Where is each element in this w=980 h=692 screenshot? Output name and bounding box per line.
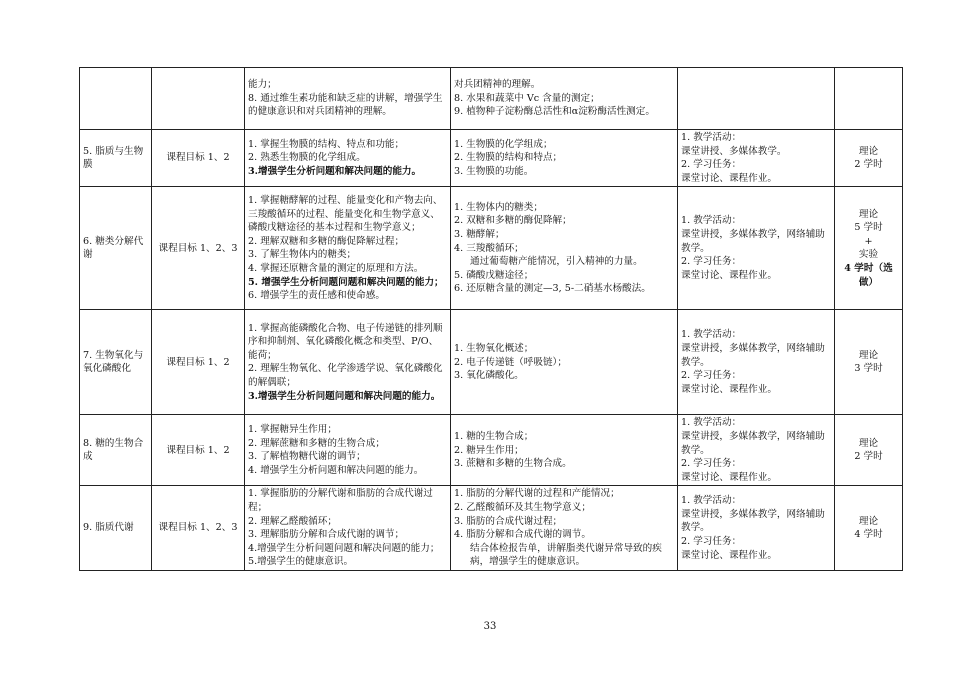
content-item: 1. 生物膜的化学组成； bbox=[454, 138, 553, 150]
course-goal: 课程目标 1、2、3 bbox=[158, 242, 238, 254]
table-row bbox=[80, 415, 903, 486]
chapter-title: 9. 脂质代谢 bbox=[83, 522, 134, 534]
method-item: 课堂讲授，多媒体教学，网络辅助教学。 bbox=[681, 228, 825, 254]
method-item: 1. 教学活动： bbox=[681, 329, 742, 341]
content-cell bbox=[451, 415, 678, 486]
hours-item: 理论 bbox=[858, 208, 879, 220]
requirement-item: 2. 理解乙醛酸循环； bbox=[248, 515, 337, 527]
requirement-item: 3.增强学生分析问题问题和解决问题的能力。 bbox=[248, 390, 441, 402]
requirements-cell bbox=[245, 310, 451, 415]
content-item: 6. 还原糖含量的测定—3, 5-二硝基水杨酸法。 bbox=[454, 283, 651, 295]
chapter-title: 6. 糖类分解代谢 bbox=[83, 235, 144, 261]
course-goal: 课程目标 1、2、3 bbox=[158, 522, 238, 534]
course-goal-cell bbox=[152, 187, 245, 310]
content-item: 3. 脂肪的合成代谢过程； bbox=[454, 515, 563, 527]
method-item: 2. 学习任务： bbox=[681, 535, 742, 547]
method-item: 1. 教学活动： bbox=[681, 495, 742, 507]
hours-item: 理论 bbox=[858, 515, 879, 527]
content-item: 2. 双糖和多糖的酶促降解； bbox=[454, 215, 572, 227]
chapter-title: 7. 生物氧化与氧化磷酸化 bbox=[83, 349, 144, 375]
content-cell bbox=[451, 68, 678, 130]
content-item: 4. 三羧酸循环； bbox=[454, 242, 524, 254]
requirements-cell bbox=[245, 415, 451, 486]
course-goal-cell bbox=[152, 68, 245, 130]
requirement-item: 4. 增强学生分析问题和解决问题的能力。 bbox=[248, 464, 424, 476]
course-goal: 课程目标 1、2 bbox=[166, 444, 230, 456]
method-item: 2. 学习任务： bbox=[681, 159, 742, 171]
table-row bbox=[80, 130, 903, 187]
content-item: 2. 电子传递链（呼吸链）； bbox=[454, 356, 567, 368]
requirement-item: 2. 熟悉生物膜的化学组成。 bbox=[248, 152, 366, 164]
course-goal-cell bbox=[152, 486, 245, 571]
content-cell bbox=[451, 486, 678, 571]
requirement-item: 5. 增强学生分析问题问题和解决问题的能力； bbox=[248, 276, 444, 288]
requirement-item: 能力； bbox=[248, 79, 277, 91]
hours-item: 理论 bbox=[858, 349, 879, 361]
method-item: 1. 教学活动： bbox=[681, 215, 742, 227]
course-goal-cell bbox=[152, 130, 245, 187]
requirement-item: 6. 增强学生的责任感和使命感。 bbox=[248, 290, 385, 302]
hours-item: 4 学时（选做） bbox=[844, 262, 893, 288]
hours-cell bbox=[835, 130, 903, 187]
requirement-item: 3. 了解植物糖代谢的调节； bbox=[248, 451, 366, 463]
chapter-cell bbox=[80, 486, 152, 571]
hours-item: 理论 bbox=[858, 145, 879, 157]
content-cell bbox=[451, 130, 678, 187]
requirements-cell bbox=[245, 486, 451, 571]
content-item: 对兵团精神的理解。 bbox=[454, 79, 541, 91]
methods-cell bbox=[678, 486, 835, 571]
requirement-item: 5.增强学生的健康意识。 bbox=[248, 556, 354, 568]
content-item: 9. 植物种子淀粉酶总活性和α淀粉酶活性测定。 bbox=[454, 106, 655, 118]
course-goal: 课程目标 1、2 bbox=[166, 152, 230, 164]
methods-cell bbox=[678, 310, 835, 415]
content-item: 3. 氧化磷酸化。 bbox=[454, 370, 524, 382]
chapter-cell bbox=[80, 415, 152, 486]
course-goal-cell bbox=[152, 310, 245, 415]
syllabus-table bbox=[79, 67, 903, 571]
requirement-item: 1. 掌握脂肪的分解代谢和脂肪的合成代谢过程； bbox=[248, 488, 433, 513]
hours-item: 3 学时 bbox=[854, 363, 883, 375]
content-item: 3. 生物膜的功能。 bbox=[454, 165, 534, 177]
content-item: 2. 生物膜的结构和特点； bbox=[454, 152, 563, 164]
content-item: 结合体检报告单，讲解脂类代谢异常导致的疾病，增强学生的健康意识。 bbox=[470, 542, 662, 568]
content-item: 1. 生物氧化概述； bbox=[454, 342, 534, 354]
requirement-item: 2. 理解双糖和多糖的酶促降解过程； bbox=[248, 235, 405, 247]
methods-cell bbox=[678, 187, 835, 310]
hours-cell bbox=[835, 310, 903, 415]
method-item: 2. 学习任务： bbox=[681, 370, 742, 382]
content-item: 通过葡萄糖产能情况，引入精神的力量。 bbox=[470, 256, 643, 268]
content-cell bbox=[451, 187, 678, 310]
table-row bbox=[80, 187, 903, 310]
table-row bbox=[80, 310, 903, 415]
hours-item: 5 学时 bbox=[854, 222, 883, 234]
methods-cell bbox=[678, 415, 835, 486]
requirement-item: 3.增强学生分析问题和解决问题的能力。 bbox=[248, 165, 422, 177]
method-item: 2. 学习任务： bbox=[681, 256, 742, 268]
content-item: 3. 蔗糖和多糖的生物合成。 bbox=[454, 458, 572, 470]
method-item: 课堂讲授，多媒体教学，网络辅助教学。 bbox=[681, 508, 825, 534]
table-row bbox=[80, 486, 903, 571]
method-item: 课堂讲授，多媒体教学，网络辅助教学。 bbox=[681, 430, 825, 456]
requirement-item: 1. 掌握糖异生作用； bbox=[248, 424, 337, 436]
hours-item: 实验 bbox=[858, 249, 879, 261]
chapter-title: 8. 糖的生物合成 bbox=[83, 437, 144, 463]
hours-item: 2 学时 bbox=[854, 451, 883, 463]
requirement-item: 1. 掌握生物膜的结构、特点和功能； bbox=[248, 138, 405, 150]
table-row bbox=[80, 68, 903, 130]
requirement-item: 3. 理解脂肪分解和合成代谢的调节； bbox=[248, 529, 405, 541]
requirements-cell bbox=[245, 68, 451, 130]
requirement-item: 8. 通过维生素功能和缺乏症的讲解，增强学生的健康意识和对兵团精神的理解。 bbox=[248, 92, 443, 118]
methods-cell bbox=[678, 130, 835, 187]
method-item: 课堂讨论、课程作业。 bbox=[681, 269, 777, 281]
requirement-item: 4. 掌握还原糖含量的测定的原理和方法。 bbox=[248, 262, 424, 274]
course-goal: 课程目标 1、2 bbox=[166, 356, 230, 368]
method-item: 1. 教学活动： bbox=[681, 132, 742, 143]
content-item: 4. 脂肪分解和合成代谢的调节。 bbox=[454, 529, 591, 541]
hours-cell bbox=[835, 187, 903, 310]
method-item: 2. 学习任务： bbox=[681, 458, 742, 470]
hours-item: 2 学时 bbox=[854, 159, 883, 171]
chapter-cell bbox=[80, 187, 152, 310]
chapter-cell bbox=[80, 310, 152, 415]
method-item: 1. 教学活动： bbox=[681, 417, 742, 429]
method-item: 课堂讨论、课程作业。 bbox=[681, 172, 777, 184]
page-number: 33 bbox=[483, 621, 497, 632]
hours-item: 理论 bbox=[858, 437, 879, 449]
content-item: 8. 水果和蔬菜中 Vc 含量的测定； bbox=[454, 92, 600, 104]
content-item: 5. 磷酸戊糖途径； bbox=[454, 269, 534, 281]
method-item: 课堂讲授、多媒体教学。 bbox=[681, 145, 787, 157]
hours-item: 4 学时 bbox=[854, 529, 883, 541]
chapter-cell bbox=[80, 68, 152, 130]
requirement-item: 2. 理解蔗糖和多糖的生物合成； bbox=[248, 437, 385, 449]
requirement-item: 3. 了解生物体内的糖类； bbox=[248, 249, 357, 261]
chapter-cell bbox=[80, 130, 152, 187]
content-item: 1. 生物体内的糖类； bbox=[454, 201, 543, 213]
content-item: 1. 脂肪的分解代谢的过程和产能情况； bbox=[454, 488, 620, 500]
hours-cell bbox=[835, 415, 903, 486]
method-item: 课堂讨论、课程作业。 bbox=[681, 383, 777, 395]
requirement-item: 2. 理解生物氧化、化学渗透学说、氧化磷酸化的解偶联； bbox=[248, 363, 443, 388]
method-item: 课堂讲授，多媒体教学，网络辅助教学。 bbox=[681, 342, 825, 368]
content-item: 2. 乙醛酸循环及其生物学意义； bbox=[454, 501, 591, 513]
hours-cell bbox=[835, 486, 903, 571]
requirement-item: 1. 掌握高能磷酸化合物、电子传递链的排列顺序和抑制剂、氧化磷酸化概念和类型、P/O、能荷； bbox=[248, 322, 443, 361]
hours-item: + bbox=[864, 235, 873, 247]
method-item: 课堂讨论、课程作业。 bbox=[681, 549, 777, 561]
hours-cell bbox=[835, 68, 903, 130]
requirements-cell bbox=[245, 187, 451, 310]
content-item: 1. 糖的生物合成； bbox=[454, 430, 534, 442]
course-goal-cell bbox=[152, 415, 245, 486]
requirements-cell bbox=[245, 130, 451, 187]
chapter-title: 5. 脂质与生物膜 bbox=[83, 145, 144, 171]
method-item: 课堂讨论、课程作业。 bbox=[681, 471, 777, 483]
requirement-item: 1. 掌握糖酵解的过程、能量变化和产物去向、三羧酸循环的过程、能量变化和生物学意义、磷酸戊糖途径的基本过程和生物学意义； bbox=[248, 195, 443, 234]
content-item: 2. 糖异生作用； bbox=[454, 444, 524, 456]
content-cell bbox=[451, 310, 678, 415]
syllabus-table-body bbox=[80, 68, 903, 571]
requirement-item: 4.增强学生分析问题问题和解决问题的能力； bbox=[248, 542, 440, 554]
content-item: 3. 糖酵解； bbox=[454, 228, 505, 240]
methods-cell bbox=[678, 68, 835, 130]
